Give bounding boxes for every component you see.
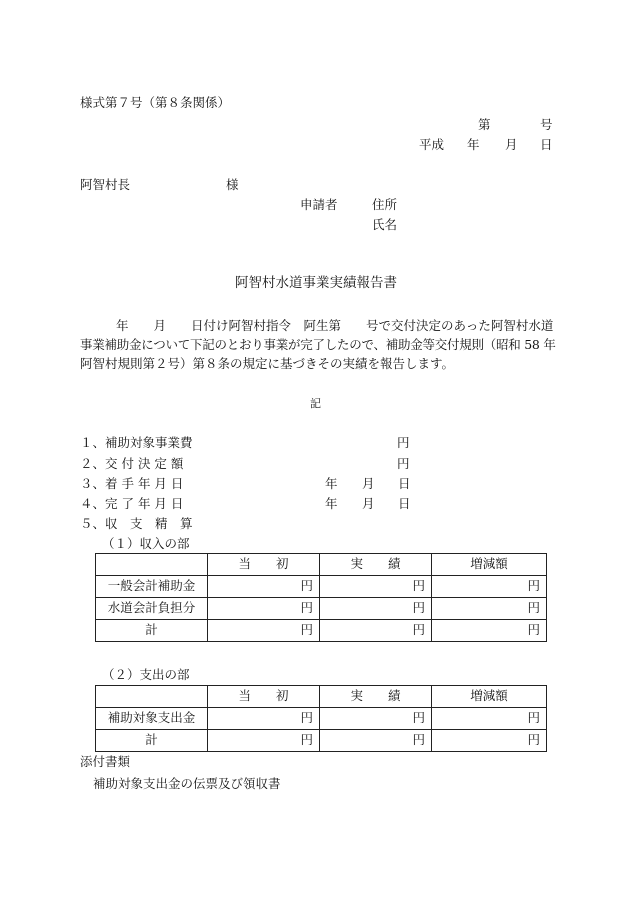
item-year: 年 <box>325 496 338 511</box>
yen-cell: 円 <box>208 598 320 620</box>
item-label: ４、完 了 年 月 日 <box>80 496 184 511</box>
item-label: ２、交 付 決 定 額 <box>80 456 184 471</box>
body-line-3: 阿智村規則第２号）第８条の規定に基づきその実績を報告します。 <box>80 356 455 371</box>
yen-cell: 円 <box>320 730 432 752</box>
table-corner-cell <box>96 554 208 576</box>
date-month: 月 <box>505 137 518 152</box>
doc-number-dai: 第 <box>478 117 491 132</box>
item-unit: 円 <box>397 456 410 471</box>
date-year: 年 <box>467 137 480 152</box>
date-day: 日 <box>540 137 553 152</box>
applicant-name: 氏名 <box>372 217 398 232</box>
income-heading: （１）収入の部 <box>102 536 190 551</box>
table-row <box>96 708 547 730</box>
yen-cell: 円 <box>320 576 432 598</box>
applicant-label: 申請者 <box>300 197 338 212</box>
table-row <box>96 620 547 642</box>
column-header: 増減額 <box>432 686 547 708</box>
yen-cell: 円 <box>208 730 320 752</box>
yen-cell: 円 <box>320 620 432 642</box>
item-month: 月 <box>362 476 375 491</box>
ki-note: 記 <box>310 397 321 410</box>
expense-heading: （２）支出の部 <box>102 667 190 682</box>
item-year: 年 <box>325 476 338 491</box>
addressee-name: 阿智村長 <box>80 177 131 192</box>
expense-table <box>95 685 547 752</box>
row-label: 補助対象支出金 <box>96 708 208 730</box>
item-label: ５、収 支 精 算 <box>80 516 193 531</box>
attachments-heading: 添付書類 <box>80 754 131 769</box>
table-header-row <box>96 554 547 576</box>
row-label: 水道会計負担分 <box>96 598 208 620</box>
yen-cell: 円 <box>208 620 320 642</box>
column-header: 増減額 <box>432 554 547 576</box>
doc-number-go: 号 <box>540 117 553 132</box>
table-row <box>96 598 547 620</box>
row-label: 計 <box>96 620 208 642</box>
income-table <box>95 553 547 642</box>
yen-cell: 円 <box>432 620 547 642</box>
item-unit: 円 <box>397 435 410 450</box>
column-header: 実 績 <box>320 686 432 708</box>
document-title: 阿智村水道事業実績報告書 <box>235 275 397 291</box>
yen-cell: 円 <box>432 598 547 620</box>
date-era: 平成 <box>419 137 445 152</box>
column-header: 当 初 <box>208 686 320 708</box>
table-corner-cell <box>96 686 208 708</box>
yen-cell: 円 <box>432 730 547 752</box>
item-day: 日 <box>398 476 411 491</box>
yen-cell: 円 <box>432 576 547 598</box>
item-day: 日 <box>398 496 411 511</box>
body-line-2: 事業補助金について下記のとおり事業が完了したので、補助金等交付規則（昭和 58 年 <box>80 337 556 352</box>
form-number: 様式第７号（第８条関係） <box>80 95 231 110</box>
yen-cell: 円 <box>432 708 547 730</box>
applicant-address: 住所 <box>372 197 398 212</box>
yen-cell: 円 <box>208 708 320 730</box>
attachments-item: 補助対象支出金の伝票及び領収書 <box>93 776 281 791</box>
item-label: １、補助対象事業費 <box>80 435 193 450</box>
table-header-row <box>96 686 547 708</box>
table-row <box>96 576 547 598</box>
row-label: 一般会計補助金 <box>96 576 208 598</box>
item-month: 月 <box>362 496 375 511</box>
column-header: 実 績 <box>320 554 432 576</box>
addressee-sama: 様 <box>226 177 239 192</box>
item-label: ３、着 手 年 月 日 <box>80 476 184 491</box>
body-line-1: 年 月 日付け阿智村指令 阿生第 号で交付決定のあった阿智村水道 <box>116 318 554 333</box>
yen-cell: 円 <box>320 708 432 730</box>
yen-cell: 円 <box>208 576 320 598</box>
table-row <box>96 730 547 752</box>
row-label: 計 <box>96 730 208 752</box>
column-header: 当 初 <box>208 554 320 576</box>
yen-cell: 円 <box>320 598 432 620</box>
